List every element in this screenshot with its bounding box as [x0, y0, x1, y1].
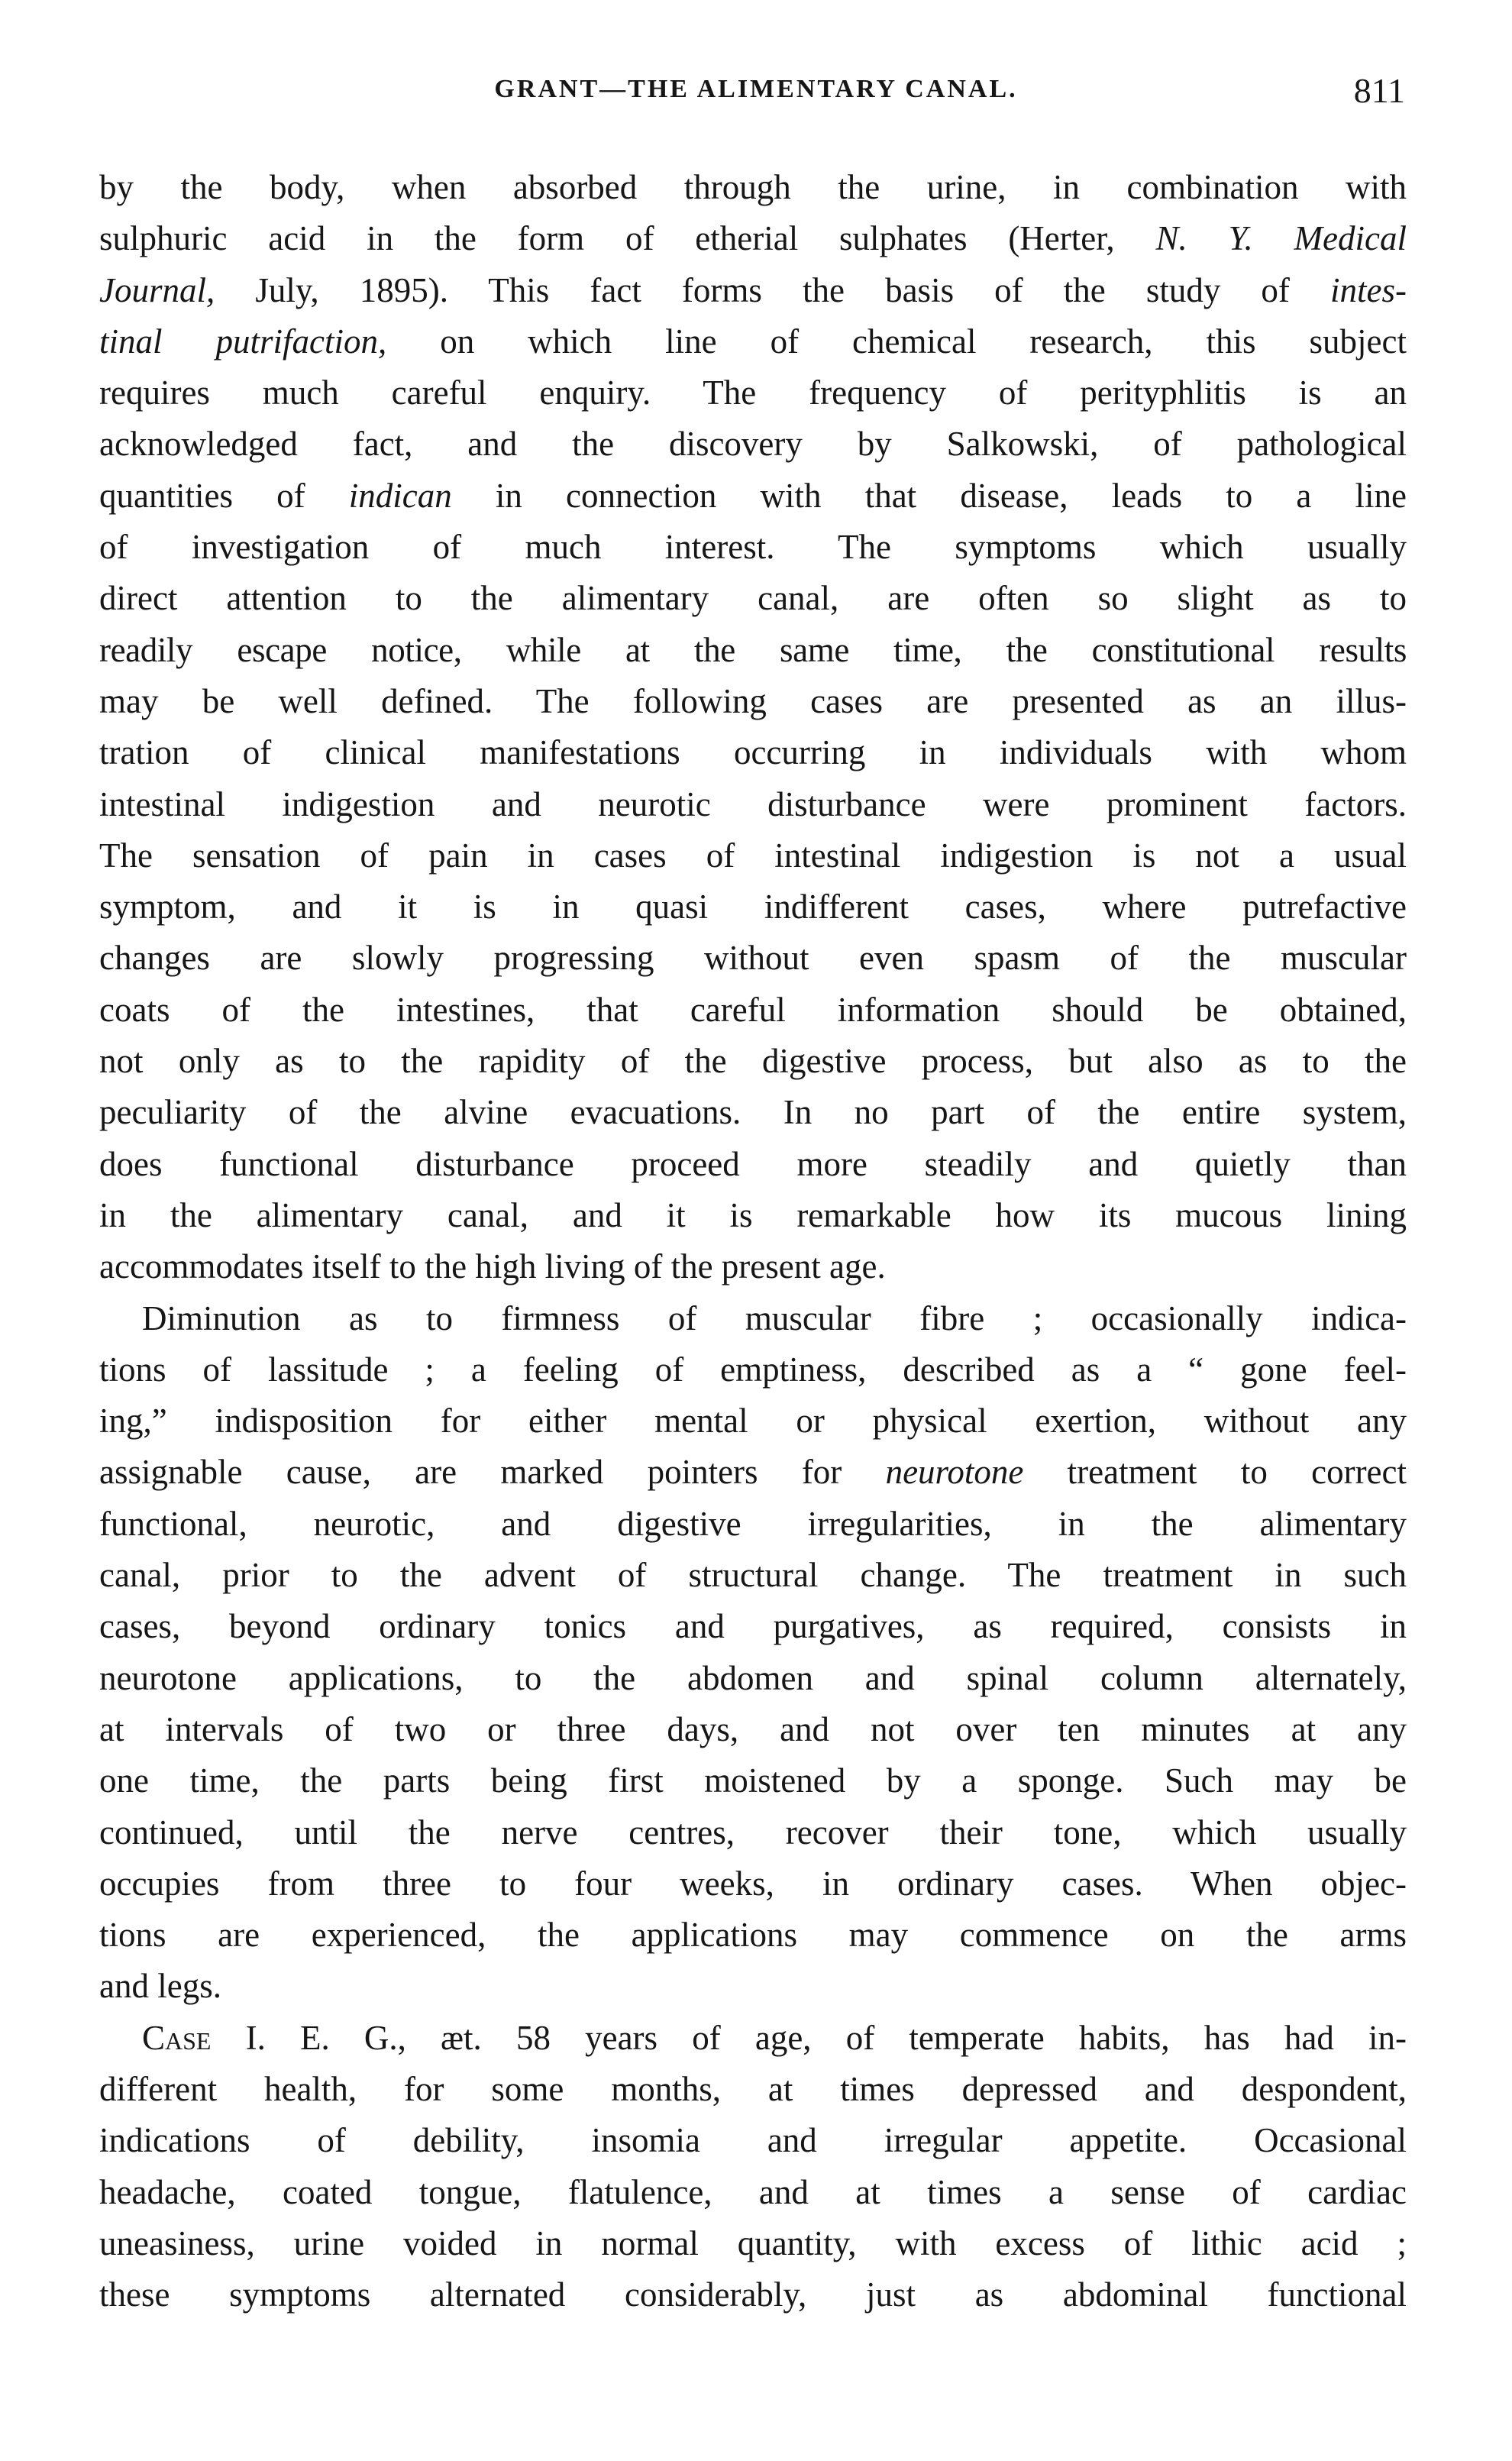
- text-line: canal, prior to the advent of structural change. The treatment in such: [99, 1556, 1407, 1595]
- text-line: headache, coated tongue, flatulence, and at times a sense of cardiac: [99, 2172, 1407, 2211]
- text-line: tions of lassitude ; a feeling of emptiness, described as a “ gone feel-: [99, 1350, 1407, 1389]
- citation-italic: N. Y. Medical: [1155, 219, 1407, 258]
- text-line: requires much careful enquiry. The frequency of perityphlitis is an: [99, 374, 1407, 412]
- paragraph-1: [99, 162, 1407, 1293]
- text-line: at intervals of two or three days, and not over ten minutes at any: [99, 1709, 1407, 1748]
- text-run: quantities of: [99, 476, 349, 515]
- text-line: different health, for some months, at times depressed and despondent,: [99, 2069, 1407, 2108]
- page-number: 811: [1353, 71, 1405, 110]
- running-head: [99, 71, 1413, 128]
- text-line: may be well defined. The following cases are presented as an illus-: [99, 681, 1407, 720]
- text-run: treatment to correct: [1023, 1453, 1407, 1492]
- text-run: I. E. G., æt. 58 years of age, of temperate habits, has had in-: [211, 2018, 1407, 2057]
- text-line: indications of debility, insomia and irregular appetite. Occasional: [99, 2121, 1407, 2160]
- text-line: does functional disturbance proceed more steadily and quietly than: [99, 1144, 1407, 1183]
- text-run: on which line of chemical research, this subject: [386, 322, 1407, 361]
- text-run: in connection with that disease, leads to a line: [451, 476, 1407, 515]
- term-italic: intes-: [1330, 270, 1407, 309]
- text-line: acknowledged fact, and the discovery by Salkowski, of pathological: [99, 425, 1407, 464]
- body-text: [99, 162, 1407, 2320]
- text-line: by the body, when absorbed through the urine, in combination with: [99, 168, 1407, 206]
- text-line: one time, the parts being first moistened by a sponge. Such may be: [99, 1761, 1407, 1800]
- text-line: coats of the intestines, that careful information should be obtained,: [99, 990, 1407, 1029]
- term-italic: neurotone: [885, 1453, 1024, 1492]
- text-line: peculiarity of the alvine evacuations. In no part of the entire system,: [99, 1093, 1407, 1132]
- text-line: tions are experienced, the applications may commence on the arms: [99, 1916, 1407, 1955]
- text-line: readily escape notice, while at the same time, the constitutional results: [99, 630, 1407, 669]
- term-italic: tinal putrifaction,: [99, 322, 387, 361]
- text-line: [99, 471, 1407, 522]
- paragraph-3: [99, 2013, 1407, 2321]
- text-line: occupies from three to four weeks, in ordinary cases. When objec-: [99, 1864, 1407, 1903]
- text-line: [99, 1447, 1407, 1498]
- text-line: ing,” indisposition for either mental or physical exertion, without any: [99, 1402, 1407, 1441]
- text-line: uneasiness, urine voided in normal quantity, with excess of lithic acid ;: [99, 2223, 1407, 2262]
- text-line: [99, 2013, 1407, 2064]
- text-line: Diminution as to firmness of muscular fibre ; occasionally indica-: [142, 1298, 1407, 1337]
- text-line: cases, beyond ordinary tonics and purgatives, as required, consists in: [99, 1607, 1407, 1646]
- paragraph-2: [99, 1293, 1407, 2013]
- text-line: accommodates itself to the high living of the present age.: [99, 1247, 886, 1286]
- text-line: in the alimentary canal, and it is remarkable how its mucous lining: [99, 1195, 1407, 1234]
- text-line: symptom, and it is in quasi indifferent cases, where putrefactive: [99, 888, 1407, 927]
- citation-italic: Journal,: [99, 270, 215, 309]
- text-line: tration of clinical manifestations occurring in individuals with whom: [99, 733, 1407, 772]
- text-line: changes are slowly progressing without even spasm of the muscular: [99, 939, 1407, 978]
- text-line: of investigation of much interest. The symptoms which usually: [99, 528, 1407, 567]
- text-line: these symptoms alternated considerably, just as abdominal functional: [99, 2275, 1407, 2314]
- text-line: not only as to the rapidity of the digestive process, but also as to the: [99, 1042, 1407, 1081]
- text-line: direct attention to the alimentary canal, are often so slight as to: [99, 579, 1407, 618]
- case-label: Case: [142, 2018, 212, 2057]
- text-line: [99, 265, 1407, 316]
- running-title: GRANT—THE ALIMENTARY CANAL.: [494, 75, 1018, 103]
- text-line: neurotone applications, to the abdomen and spinal column alternately,: [99, 1658, 1407, 1697]
- text-line: functional, neurotic, and digestive irregularities, in the alimentary: [99, 1504, 1407, 1543]
- text-line: continued, until the nerve centres, recover their tone, which usually: [99, 1813, 1407, 1851]
- text-run: assignable cause, are marked pointers for: [99, 1453, 886, 1492]
- text-run: July, 1895). This fact forms the basis of the study of: [215, 270, 1331, 309]
- text-line: and legs.: [99, 1967, 221, 2006]
- text-line: The sensation of pain in cases of intestinal indigestion is not a usual: [99, 836, 1407, 875]
- text-line: [99, 316, 1407, 367]
- term-italic: indican: [348, 476, 452, 515]
- text-line: [99, 213, 1407, 264]
- text-run: sulphuric acid in the form of etherial sulphates (Herter,: [99, 219, 1156, 258]
- text-line: intestinal indigestion and neurotic disturbance were prominent factors.: [99, 784, 1407, 823]
